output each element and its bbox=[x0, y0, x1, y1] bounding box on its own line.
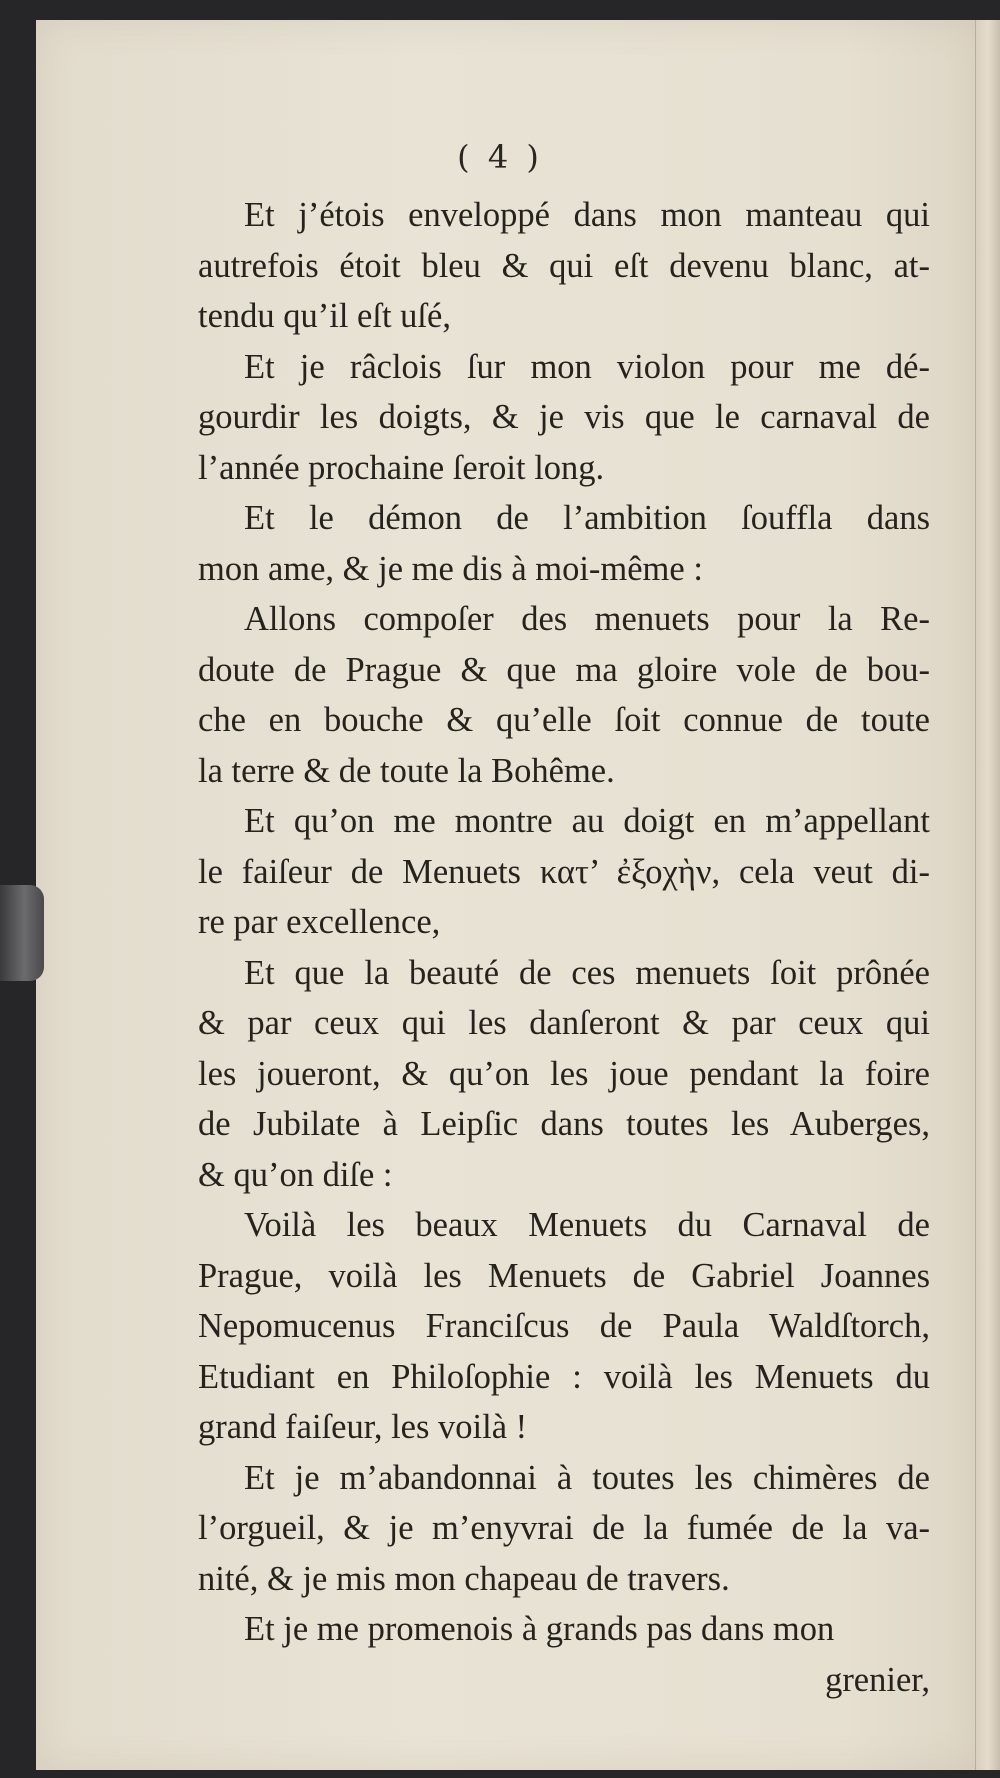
text-line: grand faiſeur, les voilà ! bbox=[198, 1408, 528, 1446]
text-line: Et je râclois ſur mon violon pour me dé- bbox=[244, 347, 930, 386]
text-line: Prague, voilà les Menuets de Gabriel Joannes bbox=[198, 1256, 930, 1295]
text-line: Et j’étois enveloppé dans mon manteau qui bbox=[244, 196, 930, 234]
text-line: che en bouche & qu’elle ſoit connue de toute bbox=[198, 701, 930, 739]
text-line: Allons compoſer des menuets pour la Re- bbox=[244, 600, 930, 638]
text-line: & qu’on diſe : bbox=[198, 1155, 393, 1194]
text-line: Et le démon de l’ambition ſouffla dans bbox=[244, 499, 930, 537]
text-line: grenier, bbox=[825, 1660, 930, 1699]
text-line: de Jubilate à Leipſic dans toutes les Auberges, bbox=[198, 1105, 930, 1143]
text-line: tendu qu’il eſt uſé, bbox=[198, 297, 451, 335]
text-line: mon ame, & je me dis à moi-même : bbox=[198, 549, 703, 588]
page-number: ( 4 ) bbox=[457, 138, 543, 176]
body-text bbox=[198, 190, 930, 1705]
page-edge bbox=[975, 20, 1000, 1770]
text-line: & par ceux qui les danſeront & par ceux qui bbox=[198, 1004, 930, 1042]
binding-clip bbox=[0, 885, 44, 981]
text-line: Et je m’abandonnai à toutes les chimères de bbox=[244, 1458, 930, 1497]
text-line: l’année prochaine ſeroit long. bbox=[198, 448, 605, 487]
text-line: Voilà les beaux Menuets du Carnaval de bbox=[244, 1206, 930, 1244]
text-line: autrefois étoit bleu & qui eſt devenu blanc, at- bbox=[198, 246, 930, 285]
text-line: re par excellence, bbox=[198, 903, 441, 941]
text-line: Et je me promenois à grands pas dans mon bbox=[244, 1610, 835, 1648]
text-line: le faiſeur de Menuets κατ’ ἐξοχὴν, cela veut di- bbox=[198, 852, 930, 891]
text-line: la terre & de toute la Bohême. bbox=[198, 751, 615, 790]
text-line: Et qu’on me montre au doigt en m’appellant bbox=[244, 802, 930, 840]
text-line: doute de Prague & que ma gloire vole de bou- bbox=[198, 650, 930, 689]
text-line: gourdir les doigts, & je vis que le carnaval de bbox=[198, 398, 930, 436]
text-line: l’orgueil, & je m’enyvrai de la fumée de la va- bbox=[198, 1509, 930, 1547]
text-line: Et que la beauté de ces menuets ſoit prônée bbox=[244, 953, 930, 992]
text-line: Nepomucenus Franciſcus de Paula Waldſtorch, bbox=[198, 1307, 930, 1345]
text-line: les joueront, & qu’on les joue pendant la foire bbox=[198, 1054, 930, 1093]
text-line: nité, & je mis mon chapeau de travers. bbox=[198, 1559, 730, 1598]
text-line: Etudiant en Philoſophie : voilà les Menuets du bbox=[198, 1357, 930, 1396]
